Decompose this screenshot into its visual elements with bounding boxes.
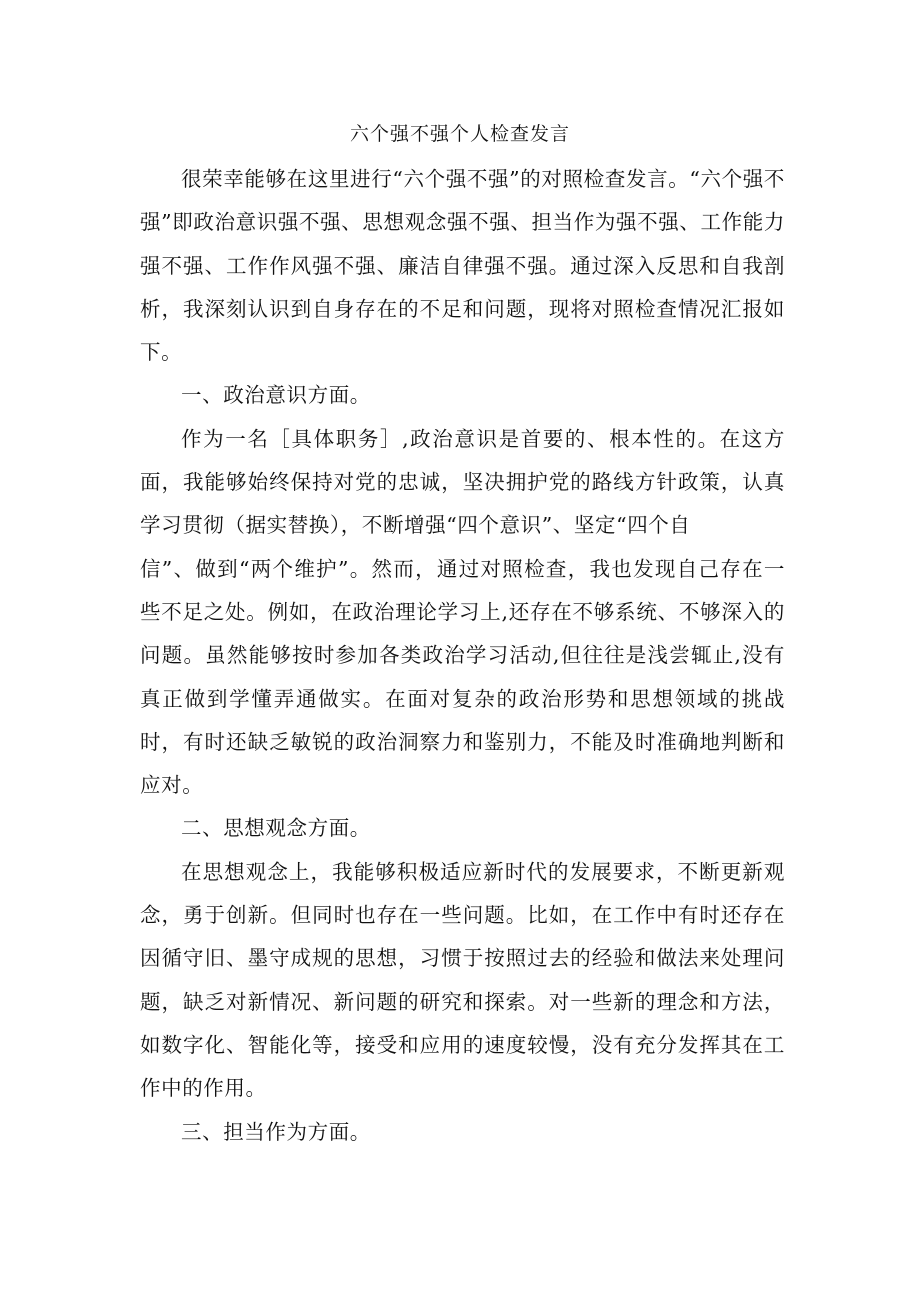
section-heading-political: 一、政治意识方面。	[181, 383, 371, 408]
document-title: 六个强不强个人检查发言	[349, 123, 570, 145]
section-body-political-part1: 作为一名［具体职务］,政治意识是首要的、根本性的。在这方面，我能够始终保持对党的忠诚，坚决拥护党的路线方针政策，认真学习贯彻（据实替换），不断增强“四个意识”、坚定“四个自	[140, 426, 785, 538]
document-body	[140, 158, 785, 1154]
section-body-thinking: 在思想观念上，我能够积极适应新时代的发展要求，不断更新观念，勇于创新。但同时也存在一些问题。比如，在工作中有时还存在因循守旧、墨守成规的思想，习惯于按照过去的经验和做法来处理问题，缺乏对新情况、新问题的研究和探索。对一些新的理念和方法，如数字化、智能化等，接受和应用的速度较慢，没有充分发挥其在工作中的作用。	[140, 859, 785, 1101]
section-heading-thinking: 二、思想观念方面。	[181, 816, 371, 841]
section-heading-responsibility: 三、担当作为方面。	[181, 1119, 371, 1144]
section-body-political-part2: 信”、做到“两个维护”。然而，通过对照检查，我也发现自己存在一些不足之处。例如，在政治理论学习上,还存在不够系统、不够深入的问题。虽然能够按时参加各类政治学习活动,但往往是浅尝辄止,没有真正做到学懂弄通做实。在面对复杂的政治形势和思想领域的挑战时，有时还缺乏敏锐的政治洞察力和鉴别力，不能及时准确地判断和应对。	[140, 556, 785, 798]
intro-paragraph: 很荣幸能够在这里进行“六个强不强”的对照检查发言。“六个强不强”即政治意识强不强、思想观念强不强、担当作为强不强、工作能力强不强、工作作风强不强、廉洁自律强不强。通过深入反思和自我剖析，我深刻认识到自身存在的不足和问题，现将对照检查情况汇报如下。	[140, 167, 785, 365]
